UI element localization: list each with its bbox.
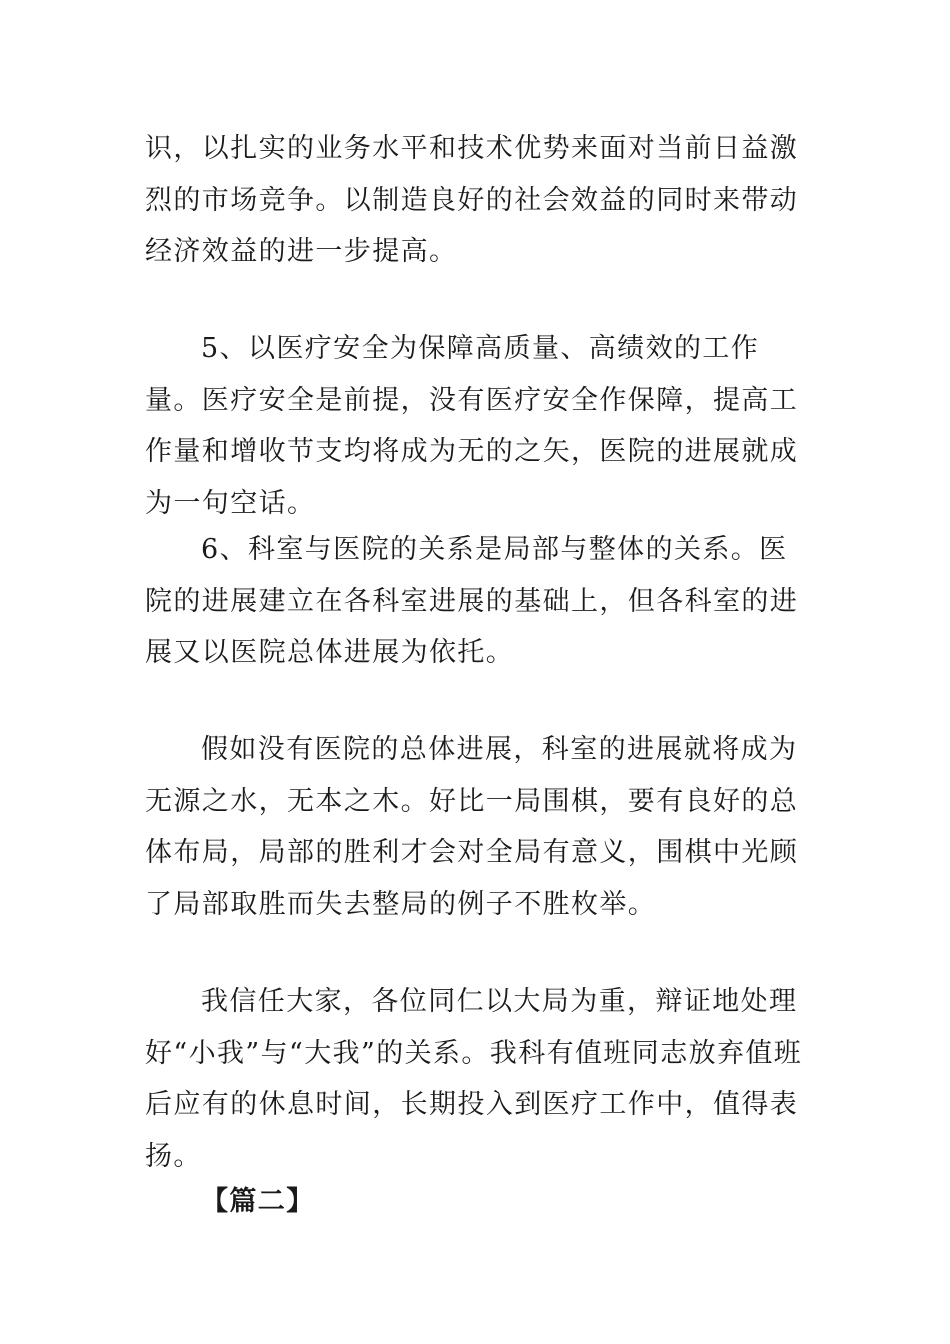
paragraph-continuation: 识，以扎实的业务水平和技术优势来面对当前日益激烈的市场竞争。以制造良好的社会效益的同时来带动经济效益的进一步提高。 bbox=[145, 133, 799, 267]
paragraph-item-6: 6、科室与医院的关系是局部与整体的关系。医院的进展建立在各科室进展的基础上，但各科室的进展又以医院总体进展为依托。 bbox=[145, 534, 799, 668]
paragraph-trust-colleagues: 我信任大家，各位同仁以大局为重，辩证地处理好“小我”与“大我”的关系。我科有值班同志放弃值班后应有的休息时间，长期投入到医疗工作中，值得表扬。 bbox=[145, 986, 803, 1172]
section-heading: 【篇二】 bbox=[201, 1186, 315, 1217]
paragraph-overall-development: 假如没有医院的总体进展，科室的进展就将成为无源之水，无本之木。好比一局围棋，要有良好的总体布局，局部的胜利才会对全局有意义，围棋中光顾了局部取胜而失去整局的例子不胜枚举。 bbox=[145, 734, 799, 920]
paragraph-item-5: 5、以医疗安全为保障高质量、高绩效的工作量。医疗安全是前提，没有医疗安全作保障，提高工作量和增收节支均将成为无的之矢，医院的进展就成为一句空话。 bbox=[145, 333, 799, 519]
